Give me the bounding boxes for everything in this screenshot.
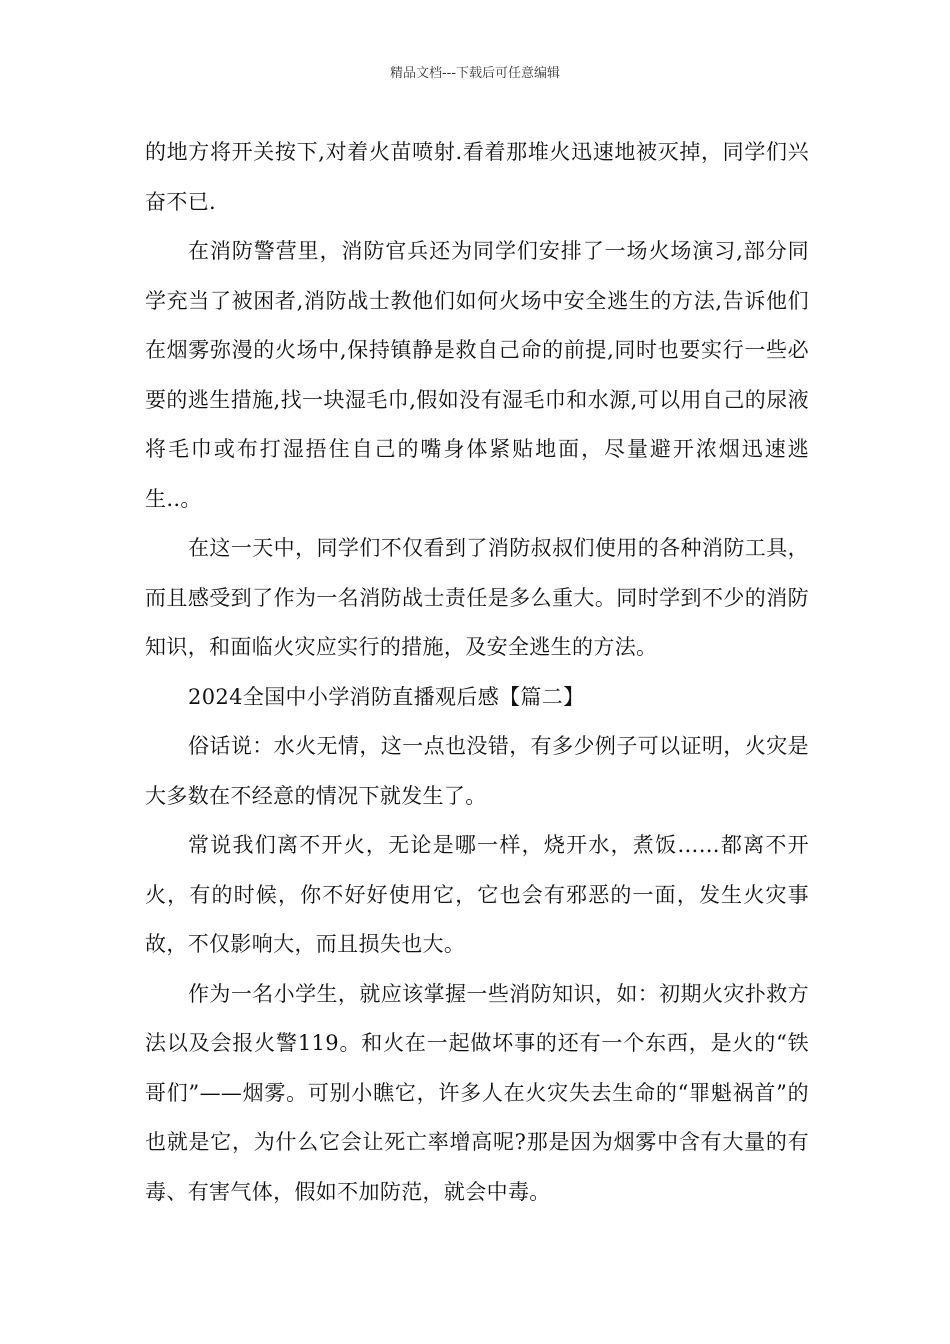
paragraph-6: 作为一名小学生，就应该掌握一些消防知识，如：初期火灾扑救方法以及会报火警119。和火在一起做坏事的还有一个东西，是火的“铁哥们”——烟雾。可别小瞧它，许多人在火灾失去生命的“罪魁祸首”的也就是它，为什么它会让死亡率增高呢?那是因为烟雾中含有大量的有毒、有害气体，假如不加防范，就会中毒。 (145, 981, 809, 1204)
page-header: 精品文档---下载后可任意编辑 (389, 66, 561, 81)
paragraph-1: 的地方将开关按下,对着火苗喷射.看着那堆火迅速地被灭掉，同学们兴奋不已. (145, 140, 809, 214)
paragraph-5: 常说我们离不开火，无论是哪一样，烧开水，煮饭……都离不开火，有的时候，你不好好使用它，它也会有邪恶的一面，发生火灾事故，不仅影响大，而且损失也大。 (145, 833, 809, 956)
document-body (145, 128, 809, 1217)
section-heading: 2024全国中小学消防直播观后感【篇二】 (188, 684, 585, 709)
paragraph-4: 俗话说：水火无情，这一点也没错，有多少例子可以证明，火灾是大多数在不经意的情况下就发生了。 (145, 734, 809, 808)
paragraph-3: 在这一天中，同学们不仅看到了消防叔叔们使用的各种消防工具，而且感受到了作为一名消防战士责任是多么重大。同时学到不少的消防知识，和面临火灾应实行的措施，及安全逃生的方法。 (145, 536, 809, 659)
paragraph-2: 在消防警营里，消防官兵还为同学们安排了一场火场演习,部分同学充当了被困者,消防战士教他们如何火场中安全逃生的方法,告诉他们在烟雾弥漫的火场中,保持镇静是救自己命的前提,同时也要实行一些必要的逃生措施,找一块湿毛巾,假如没有湿毛巾和水源,可以用自己的尿液将毛巾或布打湿捂住自己的嘴身体紧贴地面，尽量避开浓烟迅速逃生..。 (145, 239, 809, 511)
